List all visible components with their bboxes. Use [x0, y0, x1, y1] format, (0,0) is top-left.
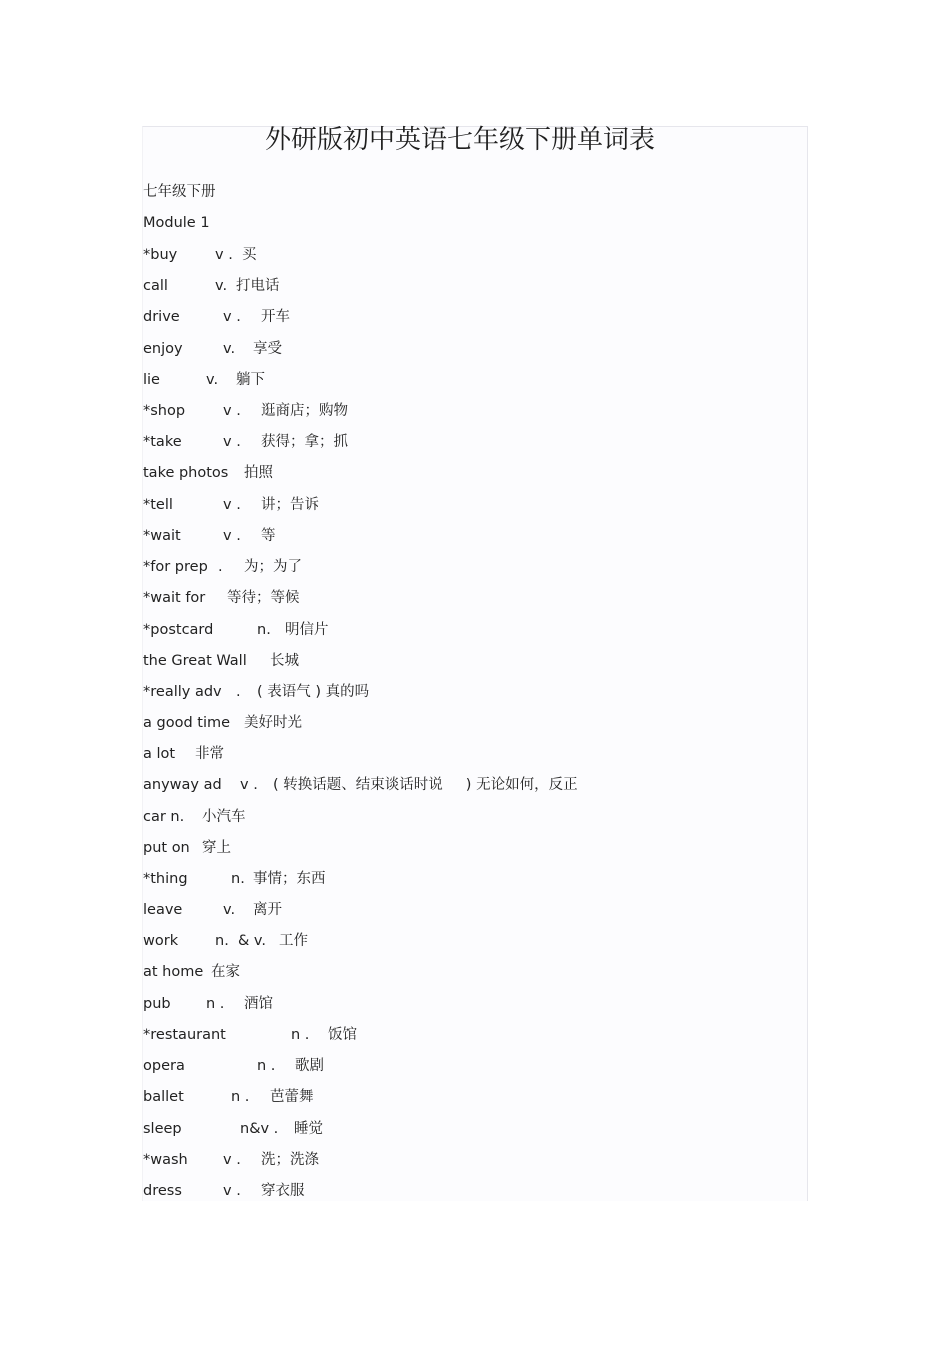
vocab-word: ballet [143, 1089, 184, 1105]
vocab-meaning: 睡觉 [294, 1121, 323, 1137]
vocab-meaning: 事情；东西 [253, 871, 326, 887]
vocab-word: work [143, 933, 179, 949]
vocab-entry [143, 837, 783, 859]
vocab-meaning: 芭蕾舞 [270, 1089, 314, 1105]
vocab-entry [143, 930, 783, 952]
vocab-entry [143, 993, 783, 1015]
vocab-word: *buy [143, 247, 178, 263]
vocab-meaning: 打电话 [236, 278, 280, 294]
vocab-part-of-speech: n. [257, 622, 271, 638]
vocab-part-of-speech: v . [223, 528, 241, 544]
vocab-entry [143, 1055, 783, 1077]
vocab-part-of-speech: v. [215, 278, 228, 294]
vocab-word: *wait [143, 528, 181, 544]
vocab-word: *postcard [143, 622, 214, 638]
vocab-entry [143, 650, 783, 672]
vocab-entry [143, 681, 783, 703]
vocab-part-of-speech: v . [223, 497, 241, 513]
vocab-meaning: ( 表语气 ) 真的吗 [257, 684, 370, 700]
vocab-part-of-speech: n. [231, 871, 245, 887]
vocab-entry [143, 899, 783, 921]
vocab-entry [143, 1024, 783, 1046]
vocab-meaning: 拍照 [244, 465, 273, 481]
vocab-meaning: 洗；洗涤 [261, 1152, 319, 1168]
vocab-word: opera [143, 1058, 185, 1074]
vocab-part-of-speech: . [218, 559, 223, 575]
vocab-entry [143, 306, 783, 328]
vocab-word: call [143, 278, 168, 294]
vocab-entry [143, 1180, 783, 1202]
vocab-meaning: 开车 [261, 309, 290, 325]
vocab-entry [143, 244, 783, 266]
vocab-meaning: 等 [261, 528, 276, 544]
vocab-meaning: 美好时光 [244, 715, 302, 731]
vocab-word: *shop [143, 403, 186, 419]
vocab-entry [143, 494, 783, 516]
vocab-entry [143, 868, 783, 890]
vocab-word: enjoy [143, 341, 183, 357]
vocab-word: *thing [143, 871, 188, 887]
vocab-part-of-speech: v . [223, 434, 241, 450]
vocab-entry [143, 525, 783, 547]
vocab-part-of-speech: n . [231, 1089, 250, 1105]
vocab-part-of-speech: v. [223, 341, 236, 357]
vocab-word: at home [143, 964, 204, 980]
grade-subtitle: 七年级下册 [143, 184, 216, 200]
vocab-entry [143, 619, 783, 641]
vocab-entry [143, 1086, 783, 1108]
vocab-meaning: 饭馆 [328, 1027, 357, 1043]
vocab-word: a good time [143, 715, 231, 731]
vocab-entry [143, 1118, 783, 1140]
vocab-part-of-speech: v . [215, 247, 233, 263]
vocab-word: *wait for [143, 590, 206, 606]
vocab-entry [143, 275, 783, 297]
vocab-meaning: 小汽车 [202, 809, 246, 825]
vocab-word: *tell [143, 497, 173, 513]
vocab-part-of-speech: v . [223, 403, 241, 419]
vocab-word: pub [143, 996, 171, 1012]
vocab-entry [143, 400, 783, 422]
vocab-entry [143, 961, 783, 983]
document-title: 外研版初中英语七年级下册单词表 [264, 125, 655, 155]
vocab-word: anyway ad [143, 777, 222, 793]
vocab-word: a lot [143, 746, 176, 762]
vocab-entry [143, 712, 783, 734]
vocab-meaning: 逛商店；购物 [261, 403, 348, 419]
vocab-part-of-speech: n. & v. [215, 933, 266, 949]
vocab-meaning: 离开 [253, 902, 282, 918]
vocab-part-of-speech: v. [206, 372, 219, 388]
vocab-entry [143, 806, 783, 828]
vocab-meaning: 穿衣服 [261, 1183, 305, 1199]
vocab-part-of-speech: v. [223, 902, 236, 918]
vocab-meaning: 买 [242, 247, 257, 263]
vocab-entry [143, 587, 783, 609]
vocab-word: dress [143, 1183, 182, 1199]
vocab-word: leave [143, 902, 183, 918]
vocab-word: drive [143, 309, 180, 325]
vocab-entry [143, 774, 783, 796]
module-heading: Module 1 [143, 215, 210, 231]
vocab-part-of-speech: v . [240, 777, 258, 793]
vocab-meaning: 酒馆 [244, 996, 273, 1012]
vocab-meaning: 工作 [279, 933, 308, 949]
vocab-part-of-speech: n . [206, 996, 225, 1012]
vocab-meaning: 等待；等候 [227, 590, 300, 606]
vocab-entry [143, 743, 783, 765]
vocab-word: take photos [143, 465, 229, 481]
vocab-word: car n. [143, 809, 185, 825]
vocab-word: *take [143, 434, 182, 450]
vocab-entry [143, 431, 783, 453]
vocab-meaning: 明信片 [285, 622, 329, 638]
vocab-part-of-speech: n . [291, 1027, 310, 1043]
vocab-part-of-speech: . [236, 684, 241, 700]
vocab-word: *for prep [143, 559, 208, 575]
vocab-meaning: 穿上 [202, 840, 231, 856]
vocab-entry [143, 556, 783, 578]
vocab-entry [143, 462, 783, 484]
vocab-word: *restaurant [143, 1027, 226, 1043]
vocab-meaning: 讲；告诉 [261, 497, 319, 513]
vocab-part-of-speech: v . [223, 1152, 241, 1168]
vocab-meaning: ( 转换话题、结束谈话时说 ) 无论如何，反正 [273, 777, 578, 793]
vocab-entry [143, 1149, 783, 1171]
vocab-meaning: 为；为了 [244, 559, 302, 575]
vocab-word: *really adv [143, 684, 222, 700]
vocab-word: lie [143, 372, 160, 388]
vocab-part-of-speech: n&v . [240, 1121, 279, 1137]
vocab-meaning: 躺下 [236, 372, 265, 388]
vocab-entry [143, 338, 783, 360]
vocab-word: sleep [143, 1121, 182, 1137]
vocab-entry [143, 369, 783, 391]
vocab-meaning: 享受 [253, 341, 282, 357]
vocab-word: the Great Wall [143, 653, 247, 669]
vocab-part-of-speech: v . [223, 1183, 241, 1199]
vocab-meaning: 在家 [211, 964, 240, 980]
vocab-word: *wash [143, 1152, 188, 1168]
vocab-word: put on [143, 840, 190, 856]
vocab-part-of-speech: v . [223, 309, 241, 325]
vocab-meaning: 长城 [270, 653, 299, 669]
vocab-meaning: 非常 [195, 746, 224, 762]
vocab-part-of-speech: n . [257, 1058, 276, 1074]
vocab-meaning: 歌剧 [295, 1058, 324, 1074]
vocab-meaning: 获得；拿；抓 [261, 434, 348, 450]
